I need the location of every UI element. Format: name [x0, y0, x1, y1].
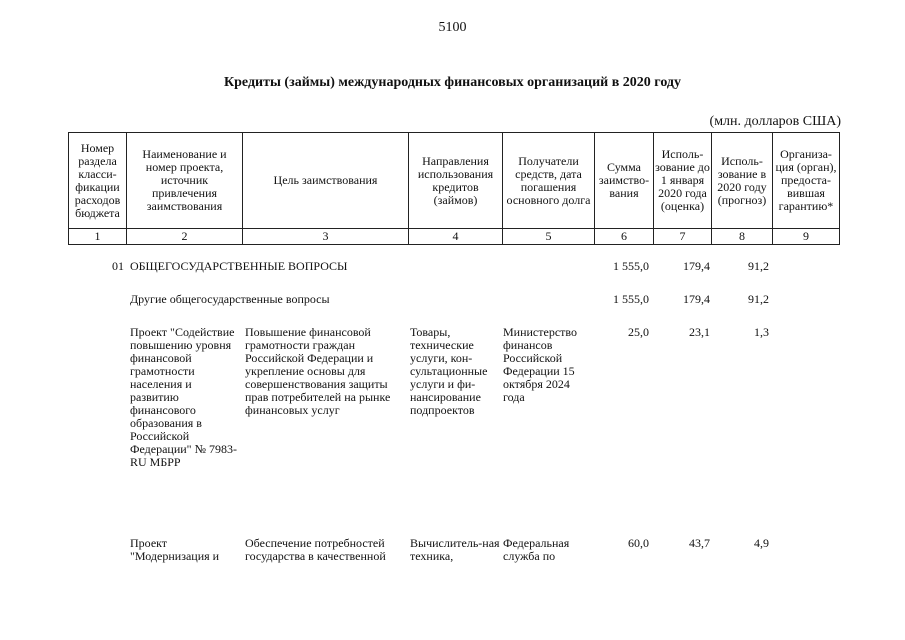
column-number: 4 [409, 229, 503, 245]
header-col-7: Исполь-зование до 1 января 2020 года (оценка) [654, 133, 712, 229]
project-used-before: 23,1 [689, 325, 710, 339]
project-amount: 25,0 [628, 325, 649, 339]
section-code: 01 [112, 259, 124, 273]
project-amount: 60,0 [628, 536, 649, 550]
project-directions: Вычислитель-ная техника, [410, 536, 500, 563]
project-used-2020: 4,9 [754, 536, 769, 550]
section-row [0, 260, 905, 276]
subsection-row [0, 293, 905, 309]
project-recipients: Министерство финансов Российской Федерации 15 октября 2024 года [503, 325, 577, 404]
header-col-9: Организа-ция (орган), предоста-вившая гарантию* [773, 133, 840, 229]
project-goal: Обеспечение потребностей государства в качественной [245, 536, 386, 563]
column-number: 2 [127, 229, 243, 245]
header-col-5: Получатели средств, дата погашения основного долга [503, 133, 595, 229]
section-used-before: 179,4 [683, 259, 710, 273]
header-col-1: Номер раздела класси-фикации расходов бюджета [69, 133, 127, 229]
column-number: 6 [595, 229, 654, 245]
project-row [0, 326, 905, 526]
project-row [0, 537, 905, 567]
section-used-2020: 91,2 [748, 259, 769, 273]
column-number: 8 [712, 229, 773, 245]
document-title: Кредиты (займы) международных финансовых организаций в 2020 году [223, 75, 681, 90]
project-used-before: 43,7 [689, 536, 710, 550]
subsection-used-2020: 91,2 [748, 292, 769, 306]
header-col-3: Цель заимствования [243, 133, 409, 229]
header-col-6: Сумма заимство-вания [595, 133, 654, 229]
header-col-2: Наименование и номер проекта, источник привлечения заимствования [127, 133, 243, 229]
subsection-amount: 1 555,0 [613, 292, 649, 306]
header-col-8: Исполь-зование в 2020 году (прогноз) [712, 133, 773, 229]
project-name: Проект "Модернизация и [130, 536, 220, 563]
column-number: 7 [654, 229, 712, 245]
subsection-name: Другие общегосударственные вопросы [130, 292, 330, 306]
project-name: Проект "Содействие повышению уровня финансовой грамотности населения и развитию финансового образования в Российской Федерации" № 7983-RU МБРР [130, 325, 238, 469]
section-name: ОБЩЕГОСУДАРСТВЕННЫЕ ВОПРОСЫ [130, 259, 348, 273]
table-header [68, 132, 840, 245]
subsection-used-before: 179,4 [683, 292, 710, 306]
column-number: 9 [773, 229, 840, 245]
project-goal: Повышение финансовой грамотности граждан Российской Федерации и укрепление основы для совершенствования защиты прав потребителей на рынке финансовых услуг [245, 325, 391, 417]
section-amount: 1 555,0 [613, 259, 649, 273]
column-number: 1 [69, 229, 127, 245]
header-col-4: Направления использования кредитов (займов) [409, 133, 503, 229]
column-number: 3 [243, 229, 409, 245]
units-label: (млн. долларов США) [709, 114, 841, 129]
page-number: 5100 [438, 20, 467, 35]
column-number: 5 [503, 229, 595, 245]
project-recipients: Федеральная служба по [503, 536, 570, 563]
project-directions: Товары, технические услуги, кон-сультационные услуги и фи-нансирование подпроектов [410, 325, 488, 417]
project-used-2020: 1,3 [754, 325, 769, 339]
